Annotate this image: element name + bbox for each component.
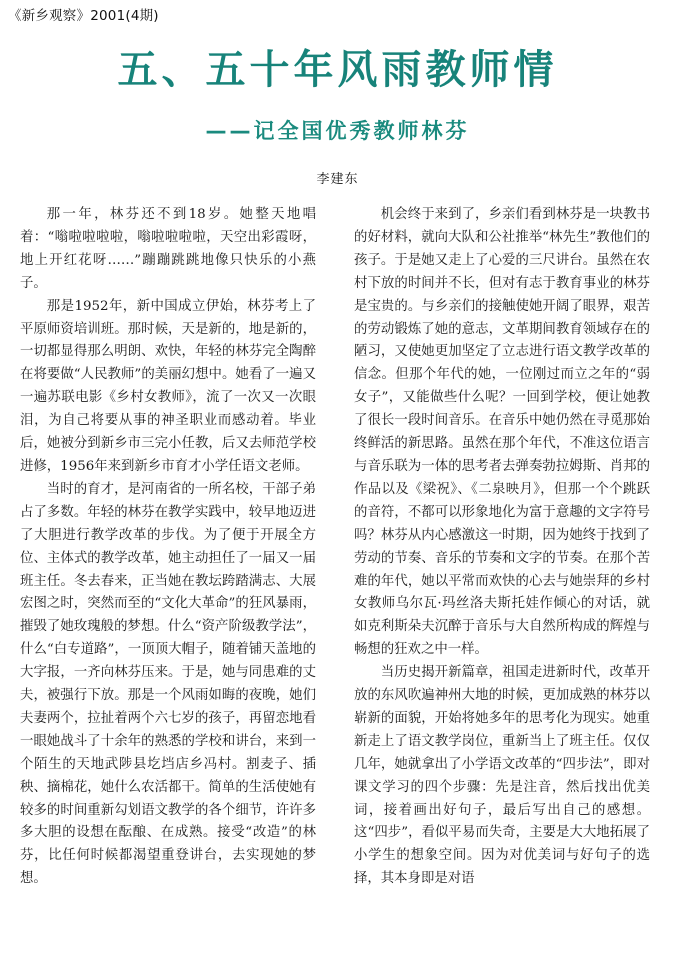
paragraph: 当历史揭开新篇章，祖国走进新时代，改革开放的东风吹遍神州大地的时候，更加成熟的林芬以崭新的面貌，开始将她多年的思考化为现实。她重新走上了语文教学岗位，重新当上了班主任。仅仅几年，她就拿出了小学语文改革的“四步法”，即对课文学习的四个步骤：先是注音，然后找出优美词，接着画出好句子，最后写出自己的感想。这“四步”，看似平易而失奇，主要是大大地拓展了小学生的想象空间。因为对优美词与好句子的选择，其本身即是对语	[354, 665, 650, 887]
left-column	[20, 204, 316, 891]
paragraph: 当时的育才，是河南省的一所名校，干部子弟占了多数。年轻的林芬在教学实践中，较早地迈进了大胆进行教学改革的步伐。为了便于开展全方位、主体式的教学改革，她主动担任了一届又一届班主任。冬去春来，正当她在教坛跨踏满志、大展宏图之时，突然而至的“文化大革命”的狂风暴雨，摧毁了她玫瑰般的梦想。什么“资产阶级教学法”，什么“白专道路”，一顶顶大帽子，随着铺天盖地的大字报，一齐向林芬压来。于是，她与同患难的丈夫，被强行下放。那是一个风雨如晦的夜晚，她们夫妻两个，拉扯着两个六七岁的孩子，再留恋地看一眼她战斗了十余年的熟悉的学校和讲台，来到一个陌生的天地武陟县圪垱店乡冯村。割麦子、插秧、摘棉花，她什么农活都干。简单的生活使她有较多的时间重新勾划语文教学的各个细节，许许多多大胆的设想在酝酿、在成熟。接受“改造”的林芬，比任何时候都渴望重登讲台，去实现她的梦想。	[20, 481, 316, 887]
masthead: 《新乡观察》2001(4期)	[8, 8, 159, 24]
paragraph: 机会终于来到了，乡亲们看到林芬是一块教书的好材料，就向大队和公社推举“林先生”教他们的孩子。于是她又走上了心爱的三尺讲台。虽然在农村下放的时间并不长，但对有志于教育事业的林芬是宝贵的。与乡亲们的接触使她开阔了眼界，艰苦的劳动锻炼了她的意志，文革期间教育领域存在的陋习，又使她更加坚定了立志进行语文教学改革的信念。但那个年代的她，一位刚过而立之年的“弱女子”，又能做些什么呢？一回到学校，便让她教了很长一段时间音乐。在音乐中她仍然在寻觅那始终鲜活的新思路。虽然在那个年代，不准这位语言与音乐联为一体的思考者去弹奏勃拉姆斯、肖邦的作品以及《梁祝》、《二泉映月》，但那一个个跳跃的音符，不都可以形象地化为富于意趣的文字符号吗？林芬从内心感激这一时期，因为她终于找到了劳动的节奏、音乐的节奏和文字的节奏。在那个苦难的年代，她以平常而欢快的心去与她崇拜的乡村女教师乌尔瓦·玛丝洛夫斯托娃作倾心的对话，就如克利斯朵夫沉醉于音乐与大自然所构成的辉煌与畅想的狂欢之中一样。	[354, 207, 650, 658]
paragraph: 那一年，林芬还不到18岁。她整天地唱着：“嗡啦啦啦啦，嗡啦啦啦啦，天空出彩霞呀，地上开红花呀……”蹦蹦跳跳地像只快乐的小燕子。	[20, 207, 316, 291]
article-subtitle: ——记全国优秀教师林芬	[205, 119, 470, 143]
paragraph: 那是1952年，新中国成立伊始，林芬考上了平原师资培训班。那时候，天是新的，地是新的，一切都显得那么明朗、欢快，年轻的林芬完全陶醉在将要做“人民教师”的美丽幻想中。她看了一遍又一遍苏联电影《乡村女教师》，流了一次又一次眼泪，为自己将要从事的神圣职业而感动着。毕业后，她被分到新乡市三完小任教，后又去师范学校进修，1956年来到新乡市育才小学任语文老师。	[20, 298, 316, 474]
article-title: 五、五十年风雨教师情	[117, 47, 558, 93]
right-column	[354, 204, 650, 891]
article-author: 李建东	[316, 172, 359, 187]
